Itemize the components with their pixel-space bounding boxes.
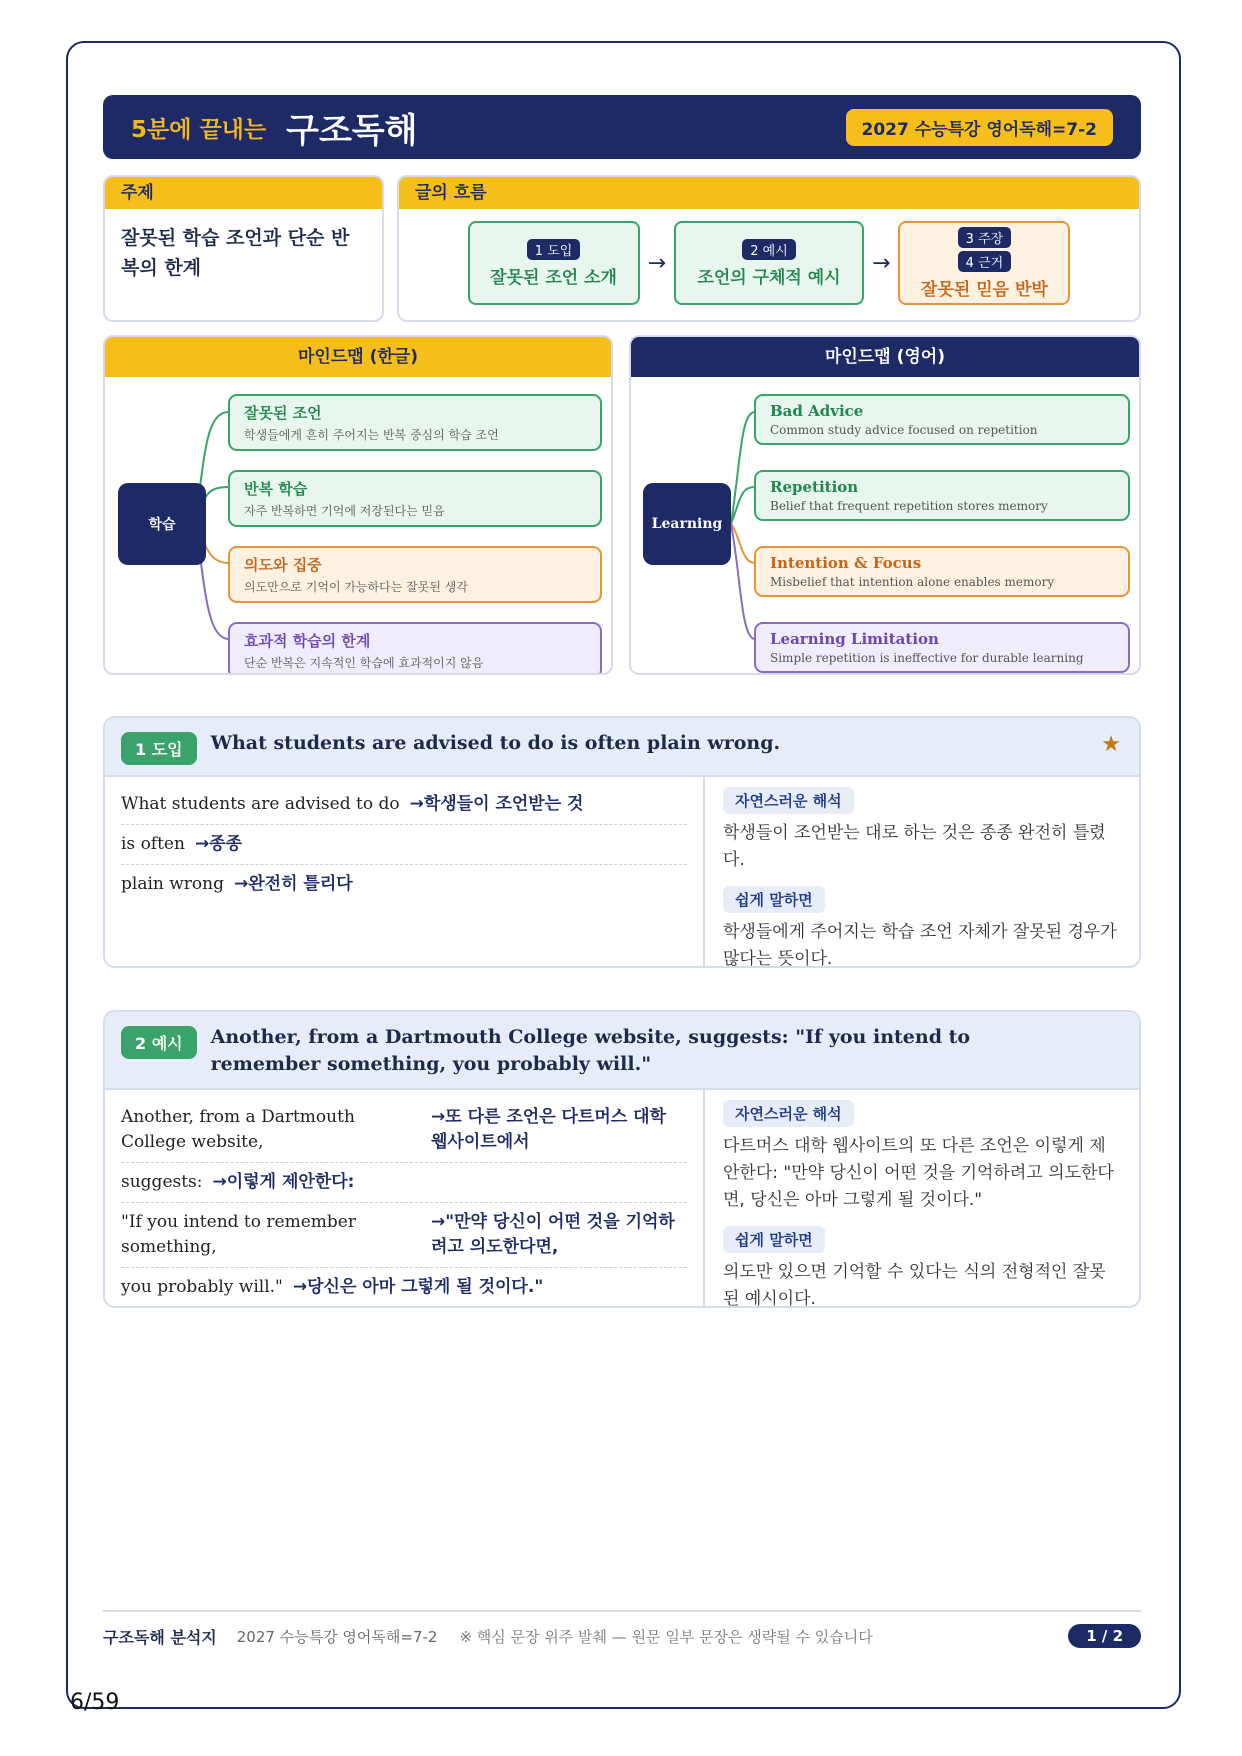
arrow-right-icon: → [872, 250, 891, 276]
chunk-row [121, 785, 687, 825]
easy-explanation-tag: 쉽게 말하면 [723, 1226, 825, 1253]
mindmap-ko-card [103, 335, 613, 675]
mindmap-center-node: 학습 [118, 483, 206, 565]
sentence-section-1 [103, 716, 1141, 968]
chunk-row [121, 1203, 687, 1268]
chunk-english: "If you intend to remember something, [121, 1212, 356, 1257]
natural-translation-tag: 자연스러운 해석 [723, 1100, 854, 1127]
chunk-korean: →또 다른 조언은 다트머스 대학 웹사이트에서 [431, 1107, 666, 1152]
mindmap-node-title: 잘못된 조언 [244, 404, 322, 422]
mindmap-node-desc: 학생들에게 흔히 주어지는 반복 중심의 학습 조언 [244, 428, 499, 442]
chunk-english: you probably will." [121, 1277, 283, 1297]
mindmap-en-card [629, 335, 1141, 675]
arrow-right-icon: → [647, 250, 666, 276]
mindmap-node-desc: 단순 반복은 지속적인 학습에 효과적이지 않음 [244, 656, 484, 670]
interpretation-panel [705, 1090, 1139, 1308]
mindmap-node-desc: Common study advice focused on repetition [770, 423, 1038, 437]
mindmap-node [228, 394, 602, 451]
chunk-korean: →학생들이 조언받는 것 [409, 794, 584, 814]
mindmap-node [228, 622, 602, 675]
mindmap-center-node: Learning [643, 483, 731, 565]
brand-title: 구조독해 [286, 110, 418, 151]
mindmap-node-title: Intention & Focus [770, 554, 922, 572]
section-body [105, 777, 1139, 968]
chunk-korean: →당신은 아마 그렇게 될 것이다." [292, 1277, 544, 1297]
star-icon: ★ [1101, 732, 1121, 757]
footer-source: 2027 수능특강 영어독해=7-2 [236, 1627, 438, 1646]
flow-step-intro [468, 221, 640, 305]
mindmap-node [754, 622, 1130, 673]
section-badge: 2 예시 [121, 1026, 197, 1059]
chunk-korean: →완전히 틀리다 [234, 874, 353, 894]
section-sentence: Another, from a Dartmouth College website, suggests: "If you intend to remember something, you probably will." [210, 1026, 971, 1075]
footer-brand: 구조독해 분석지 [103, 1627, 217, 1647]
source-badge: 2027 수능특강 영어독해=7-2 [846, 109, 1113, 146]
flow-step-badge: 2 예시 [742, 239, 796, 260]
section-header [105, 1012, 1139, 1090]
mindmap-node-desc: 자주 반복하면 기억에 저장된다는 믿음 [244, 504, 445, 518]
flow-step-label: 잘못된 믿음 반박 [921, 279, 1048, 300]
topic-card [103, 175, 384, 322]
section-badge: 1 도입 [121, 732, 197, 765]
mindmap-node [754, 394, 1130, 445]
flow-steps [399, 221, 1139, 305]
page-footer [103, 1610, 1141, 1648]
mindmap-node [228, 546, 602, 603]
flow-label: 글의 흐름 [399, 177, 1139, 209]
page-header [103, 95, 1141, 159]
chunk-row [121, 1098, 687, 1163]
chunk-list [105, 1090, 705, 1308]
topic-label: 주제 [105, 177, 382, 209]
mindmap-node-desc: 의도만으로 기억이 가능하다는 잘못된 생각 [244, 580, 468, 594]
section-header [105, 718, 1139, 777]
flow-step-example [674, 221, 864, 305]
mindmap-node [228, 470, 602, 527]
mindmap-node-title: 반복 학습 [244, 480, 308, 498]
section-body [105, 1090, 1139, 1308]
natural-translation: 다트머스 대학 웹사이트의 또 다른 조언은 이렇게 제안한다: "만약 당신이 어떤 것을 기억하려고 의도한다면, 당신은 아마 그렇게 될 것이다." [723, 1136, 1114, 1210]
flow-step-badge: 4 근거 [958, 251, 1012, 272]
mindmap-en-title: 마인드맵 (영어) [631, 337, 1139, 377]
flow-step-badge: 3 주장 [958, 227, 1012, 248]
chunk-english: Another, from a Dartmouth College website, [121, 1107, 355, 1152]
flow-card [397, 175, 1141, 322]
chunk-row [121, 865, 687, 904]
mindmap-node [754, 546, 1130, 597]
chunk-korean: →이렇게 제안한다: [212, 1172, 355, 1192]
mindmap-node-desc: Simple repetition is ineffective for durable learning [770, 651, 1084, 665]
chunk-korean: →종종 [194, 834, 243, 854]
easy-explanation: 학생들에게 주어지는 학습 조언 자체가 잘못된 경우가 많다는 뜻이다. [723, 922, 1117, 968]
chunk-row [121, 1268, 687, 1307]
mindmap-ko-title: 마인드맵 (한글) [105, 337, 611, 377]
mindmap-node-desc: Misbelief that intention alone enables memory [770, 575, 1055, 589]
chunk-row [121, 1163, 687, 1203]
mindmap-node-title: Bad Advice [770, 402, 864, 420]
mindmap-node-desc: Belief that frequent repetition stores memory [770, 499, 1048, 513]
page-indicator: 1 / 2 [1068, 1624, 1141, 1648]
mindmap-node-title: Learning Limitation [770, 630, 939, 648]
chunk-row [121, 825, 687, 865]
flow-step-claim [898, 221, 1070, 305]
document-page-counter: 6/59 [70, 1690, 120, 1715]
flow-step-label: 조언의 구체적 예시 [697, 267, 841, 288]
mindmap-node [754, 470, 1130, 521]
section-sentence: What students are advised to do is often plain wrong. [210, 732, 781, 754]
chunk-english: is often [121, 834, 185, 854]
chunk-english: plain wrong [121, 874, 224, 894]
easy-explanation-tag: 쉽게 말하면 [723, 886, 825, 913]
flow-step-badge: 1 도입 [527, 239, 581, 260]
sentence-section-2 [103, 1010, 1141, 1308]
chunk-korean: →"만약 당신이 어떤 것을 기억하려고 의도한다면, [431, 1212, 675, 1257]
flow-step-label: 잘못된 조언 소개 [490, 267, 617, 288]
natural-translation-tag: 자연스러운 해석 [723, 787, 854, 814]
chunk-english: suggests: [121, 1172, 203, 1192]
natural-translation: 학생들이 조언받는 대로 하는 것은 종종 완전히 틀렸다. [723, 823, 1106, 870]
topic-text: 잘못된 학습 조언과 단순 반복의 한계 [121, 227, 350, 279]
mindmap-node-title: 효과적 학습의 한계 [244, 632, 371, 650]
footer-note: ※ 핵심 문장 위주 발췌 — 원문 일부 문장은 생략될 수 있습니다 [459, 1627, 873, 1646]
easy-explanation: 의도만 있으면 기억할 수 있다는 식의 전형적인 잘못된 예시이다. [723, 1262, 1106, 1308]
interpretation-panel [705, 777, 1139, 968]
brand-subtitle: 5분에 끝내는 [131, 116, 267, 143]
mindmap-node-title: 의도와 집중 [244, 556, 322, 574]
mindmap-node-title: Repetition [770, 478, 859, 496]
chunk-list [105, 777, 705, 968]
chunk-english: What students are advised to do [121, 794, 400, 814]
